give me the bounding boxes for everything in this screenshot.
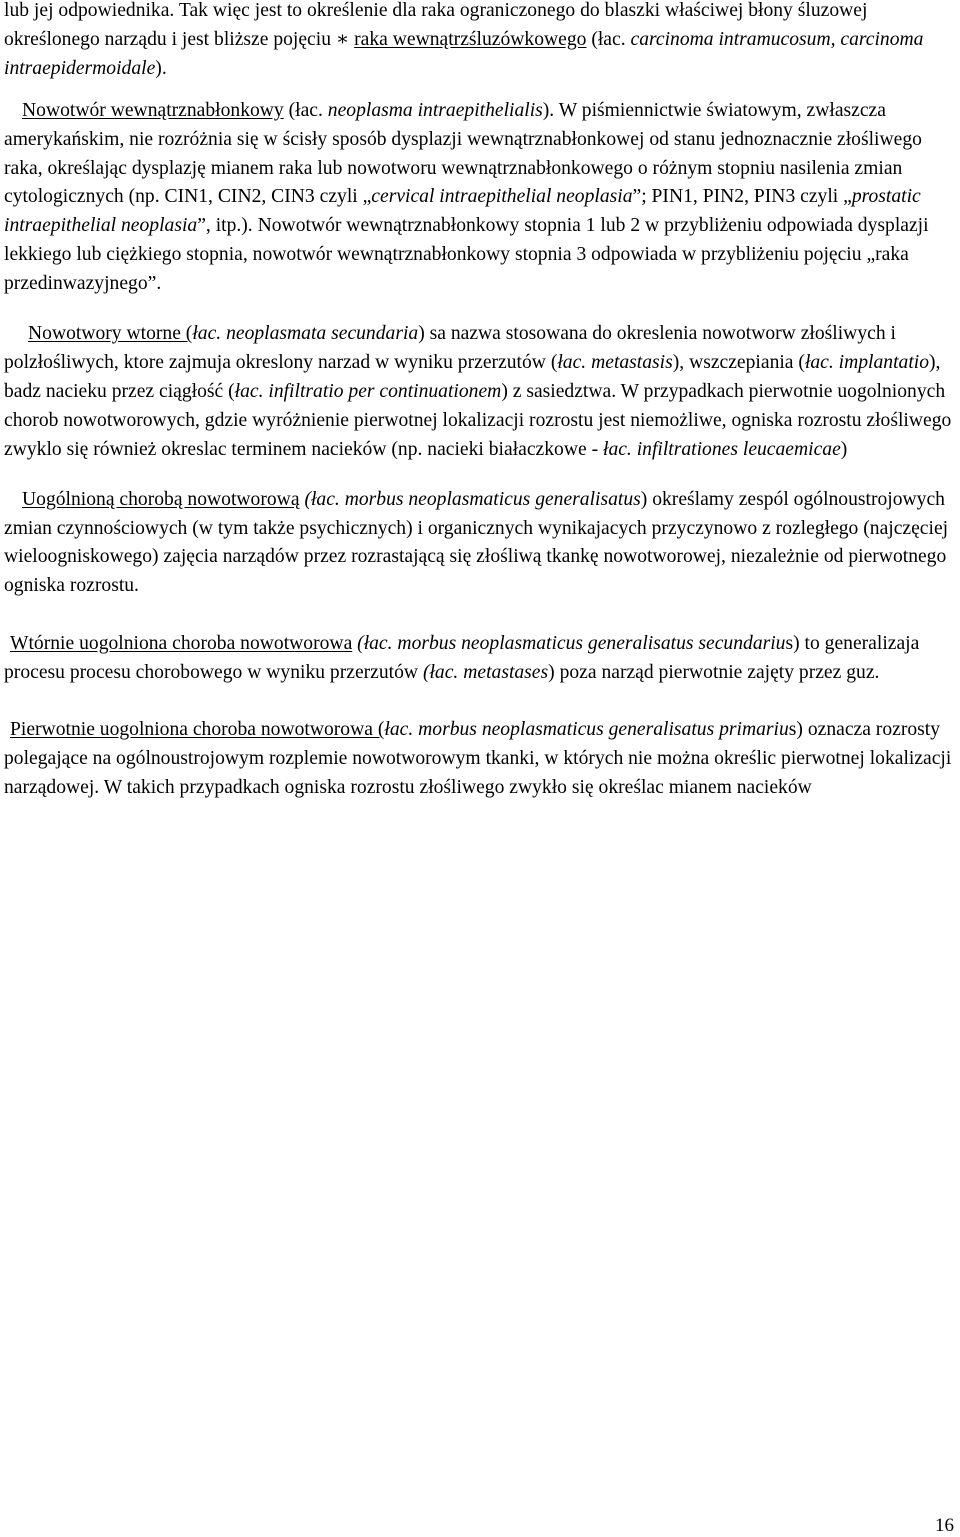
paragraph-nowotwor-wewnatrznablonkowy: [4, 97, 956, 299]
text-segment: łac. implantatio: [804, 351, 930, 373]
text-segment: łac. infiltratio per continuationem: [234, 380, 502, 402]
text-segment: lub jej odpowiednika. Tak więc jest to określenie dla raka ograniczonego do blaszki właściwej błony śluzowej określonego narządu i jest bliższe pojęciu: [4, 0, 868, 50]
text-segment: łac. morbus neoplasmaticus generalisatus primariu: [384, 719, 789, 741]
text-segment: (łac.: [283, 99, 328, 121]
page-number: 16: [935, 1515, 954, 1536]
text-segment: ”, itp.). Nowotwór wewnątrznabłonkowy stopnia 1 lub 2 w przybliżeniu odpowiada dysplazji lekkiego lub ciężkiego stopnia, nowotwór wewnątrznabłonkowy stopnia 3 odpowiada w przybliżeniu pojęciu „raka przedinwazyjnego”.: [4, 215, 929, 295]
text-segment: Uogólnioną chorobą nowotworową: [22, 488, 300, 510]
text-segment: carcinoma intramucosum, carcinoma intraepidermoidale: [4, 28, 924, 79]
text-segment: ”; PIN1, PIN2, PIN3 czyli „: [632, 186, 852, 208]
text-segment: ), badz nacieku przez ciągłość (: [4, 351, 941, 402]
text-segment: ) z sasiedztwa. W przypadkach pierwotnie uogolnionych chorob nowotworowych, gdzie wyróżnienie pierwotnej lokalizacji rozrostu jest niemożliwe, ogniska rozrostu złośliwego zwyklo się również okreslac terminem nacieków (np. nacieki białaczkowe -: [4, 380, 952, 460]
paragraph-carcinoma-intramucosum: [4, 0, 956, 84]
text-segment: ) poza narząd pierwotnie zajęty przez guz.: [548, 662, 880, 684]
text-segment: neoplasma intraepithelialis: [327, 99, 543, 121]
text-segment: Nowotwory wtorne (: [28, 323, 193, 345]
text-segment: ), wszczepiania (: [672, 351, 805, 373]
text-segment: (łac. morbus neoplasmaticus generalisatus: [304, 488, 641, 510]
text-segment: neoplasmata secundaria: [226, 323, 419, 345]
text-segment: (łac. metastases: [422, 662, 549, 684]
text-segment: (łac. morbus neoplasmaticus generalisatus secundariu: [357, 633, 786, 655]
document-body: [4, 0, 956, 803]
text-segment: ) sa nazwa stosowana do okreslenia nowotworw złośliwych i polzłośliwych, ktore zajmuja okreslony narzad w wyniku przerzutów (: [4, 323, 896, 373]
text-segment: ). W piśmiennictwie światowym, zwłaszcza amerykańskim, nie rozróżnia się w ścisły sposób dysplazji wewnątrznabłonkowej od stanu jednoznacznie złośliwego raka, określając dysplazję mianem raka lub nowotworu wewnątrznabłonkowego o różnym stopniu nasilenia zmian cytologicznych (np. CIN1, CIN2, CIN3 czyli „: [4, 99, 922, 208]
text-segment: Pierwotnie uogolniona choroba nowotworowa (: [10, 719, 385, 741]
text-segment: raka wewnątrzśluzówkowego: [354, 28, 587, 50]
text-segment: łac. metastasis: [557, 351, 673, 373]
text-segment: łac.: [192, 323, 227, 345]
text-segment: Wtórnie uogolniona choroba nowotworowa: [10, 633, 353, 655]
text-segment: Nowotwór wewnątrznabłonkowy: [22, 99, 284, 121]
paragraph-pierwotnie-uogolniona: [4, 716, 956, 803]
text-segment: ∗: [335, 28, 350, 50]
text-segment: s) to generalizaja procesu procesu chorobowego w wyniku przerzutów: [4, 633, 920, 684]
paragraph-uogolniona-choroba: [4, 486, 956, 602]
paragraph-nowotwory-wtorne: [4, 320, 956, 465]
text-segment: ).: [155, 57, 167, 79]
paragraph-wtornie-uogolniona: [4, 630, 956, 688]
text-segment: (łac.: [586, 28, 631, 50]
text-segment: ) określamy zespól ogólnoustrojowych zmian czynnościowych (w tym także psychicznych) i organicznych wynikajacych przyczynowo z rozległego (najczęciej wieloogniskowego) zajęcia narządów przez rozrastającą się złośliwą tkankę nowotworowej, niezależnie od pierwotnego ogniska rozrostu.: [4, 488, 949, 597]
text-segment: ): [840, 438, 848, 460]
text-segment: s) oznacza rozrosty polegające na ogólnoustrojowym rozplemie nowotworowym tkanki, w których nie można określic pierwotnej lokalizacji narządowej. W takich przypadkach ogniska rozrostu złośliwego zwykło się określac mianem nacieków: [4, 719, 952, 798]
text-segment: łac. infiltrationes leucaemicae: [603, 438, 841, 460]
text-segment: cervical intraepithelial neoplasia: [371, 186, 633, 208]
text-segment: prostatic intraepithelial neoplasia: [4, 186, 921, 237]
